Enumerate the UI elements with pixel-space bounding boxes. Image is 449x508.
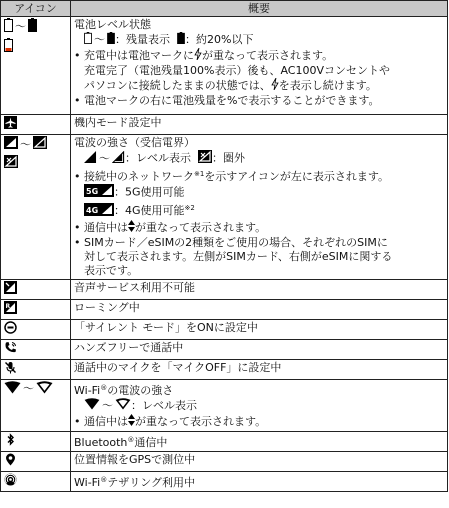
voice-unavailable-icon — [4, 281, 17, 298]
wifi-empty-icon — [36, 381, 53, 398]
battery-empty-icon — [84, 32, 92, 48]
description-cell: Wi-Fi®テザリング利用中 — [71, 471, 448, 491]
description-cell: 電波の強さ（受信電界） ～ ：レベル表示 ：圏外 • 接続中のネットワーク$^{※1}$を示すアイコンが左に表示されます。 5G ：5G使用可能 4G ：4G使用可能$^{※2}$ • 通信中は が重なって表示されます。 • SIMカード／eSIMの2種類をご使用の場合、それぞれのSIMに 対して表示されます。左側がSIMカード、右側がeSIMに関する 表示です。 — [71, 135, 448, 280]
bluetooth-icon — [4, 433, 17, 450]
signal-empty-icon — [33, 136, 47, 153]
icon-cell — [1, 115, 71, 135]
header-icon: アイコン — [1, 1, 71, 17]
description-cell: 電池レベル状態 ～ ：残量表示 ：約20%以下 • 充電中は電池マークに が重なって表示されます。 充電完了（電池残量100%表示）後も、AC100Vコンセントや パソコンに接続したままの状態では、 を表示し続けます。 • 電池マークの右に電池残量を%で表示することができます。 — [71, 17, 448, 115]
table-row-mic-off — [1, 359, 448, 379]
icon-cell: ～ — [1, 135, 71, 280]
table-row-roaming — [1, 299, 448, 319]
description-cell: ハンズフリーで通話中 — [71, 339, 448, 359]
signal-full-icon — [84, 151, 97, 167]
table-header-row — [1, 1, 448, 17]
description-cell: 位置情報をGPSで測位中 — [71, 451, 448, 471]
svg-text:5G: 5G — [86, 187, 99, 196]
svg-text:4G: 4G — [86, 205, 99, 215]
table-row-signal — [1, 135, 448, 280]
battery-full-icon — [28, 18, 37, 36]
signal-out-of-range-icon — [198, 150, 212, 167]
network-4g-signal-icon — [84, 203, 114, 220]
icon-cell — [1, 431, 71, 451]
roaming-icon — [4, 301, 17, 318]
data-transfer-arrows-icon — [128, 414, 135, 430]
description-cell: 通話中のマイクを「マイクOFF」に設定中 — [71, 359, 448, 379]
table-row-airplane — [1, 115, 448, 135]
handsfree-call-icon — [4, 341, 17, 358]
table-row-voice-unavailable — [1, 279, 448, 299]
description-cell: 機内モード設定中 — [71, 115, 448, 135]
silent-mode-icon — [4, 321, 17, 338]
table-row-wifi — [1, 379, 448, 431]
icon-cell: ～ — [1, 17, 71, 115]
header-description: 概要 — [71, 1, 448, 17]
mic-off-icon — [4, 361, 17, 378]
description-cell: 「サイレント モード」をONに設定中 — [71, 319, 448, 339]
wifi-tethering-icon — [4, 473, 17, 490]
table-row-tethering — [1, 471, 448, 491]
wifi-full-icon — [84, 398, 100, 414]
charging-bolt-icon — [194, 48, 202, 64]
data-transfer-arrows-icon — [128, 220, 135, 236]
description-cell: ローミング中 — [71, 299, 448, 319]
battery-full-icon — [107, 32, 115, 48]
description-cell: 音声サービス利用不可能 — [71, 279, 448, 299]
description-cell: Bluetooth®通信中 — [71, 431, 448, 451]
icon-cell — [1, 471, 71, 491]
table-row-handsfree — [1, 339, 448, 359]
charging-bolt-icon — [271, 78, 279, 94]
icon-cell — [1, 319, 71, 339]
table-row-battery — [1, 17, 448, 115]
wifi-full-icon — [4, 381, 21, 398]
signal-full-icon — [4, 136, 18, 153]
table-row-gps — [1, 451, 448, 471]
table-row-bluetooth — [1, 431, 448, 451]
battery-low-icon — [177, 32, 185, 48]
wifi-empty-icon — [115, 398, 131, 414]
battery-low-icon — [4, 38, 67, 56]
icon-cell — [1, 339, 71, 359]
svg-text:R: R — [5, 302, 11, 310]
signal-empty-icon — [112, 151, 125, 167]
icon-cell — [1, 359, 71, 379]
description-cell: Wi-Fi®の電波の強さ ～ ：レベル表示 • 通信中は が重なって表示されます。 — [71, 379, 448, 431]
icon-cell: ～ — [1, 379, 71, 431]
network-5g-signal-icon — [84, 184, 114, 201]
airplane-icon — [4, 116, 17, 133]
icon-cell — [1, 279, 71, 299]
icon-cell — [1, 451, 71, 471]
table-row-silent-mode — [1, 319, 448, 339]
signal-out-of-range-icon — [4, 155, 67, 172]
icon-cell — [1, 299, 71, 319]
location-pin-icon — [4, 453, 17, 470]
battery-empty-icon — [4, 18, 13, 36]
